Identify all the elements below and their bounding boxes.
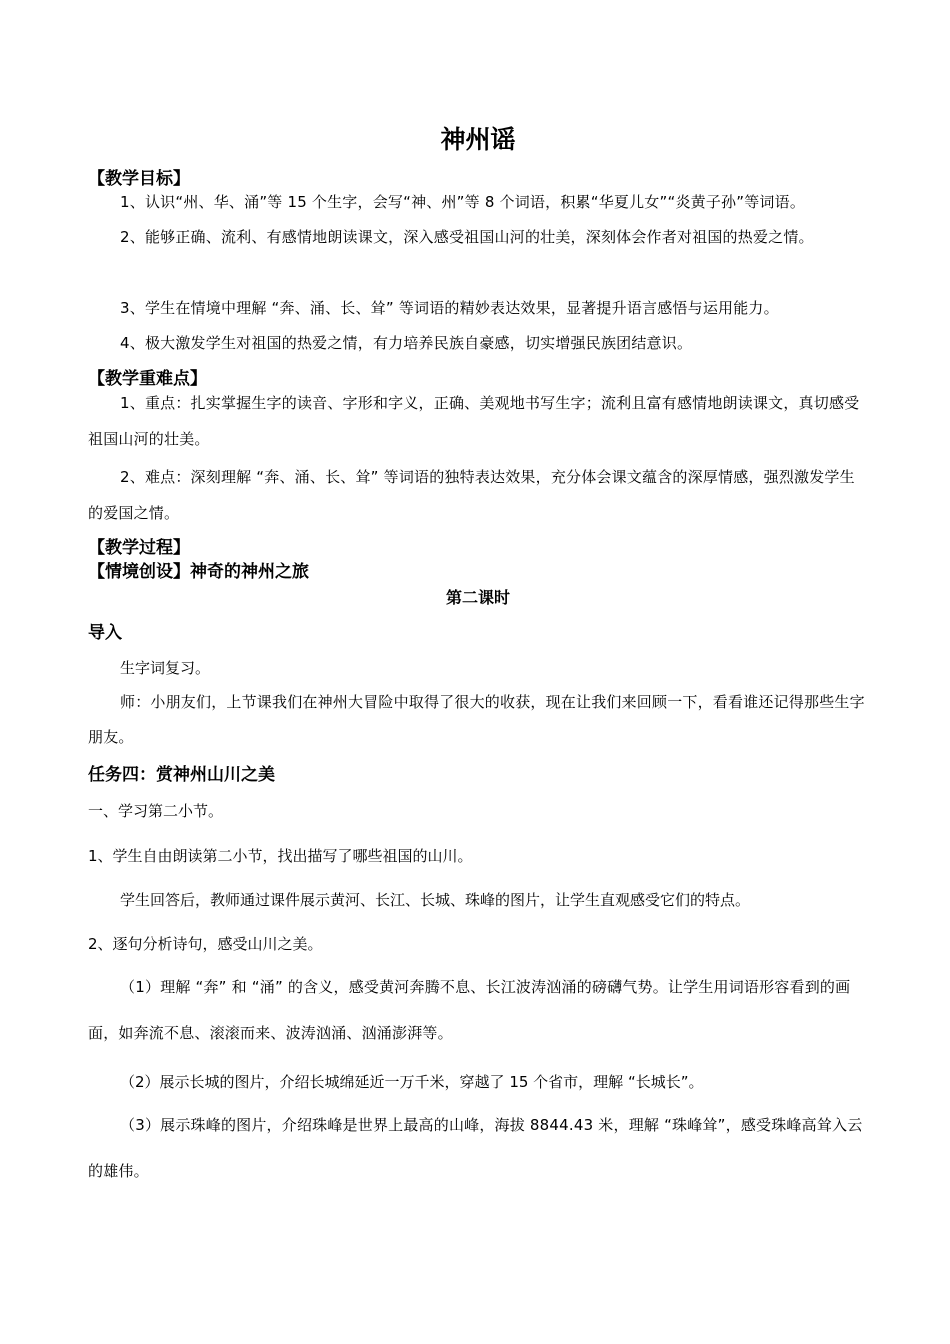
step-one-detail: 学生回答后，教师通过课件展示黄河、长江、长城、珠峰的图片，让学生直观感受它们的特点。 [120,891,751,909]
key-point-item-1: 1、重点：扎实掌握生字的读音、字形和字义，正确、美观地书写生字；流利且富有感情地朗读课文，真切感受祖国山河的壮美。 [88,394,860,448]
objectives-heading: 【教学目标】 [88,169,190,189]
section-one: 一、学习第二小节。 [88,802,224,820]
objective-item-4: 4、极大激发学生对祖国的热爱之情，有力培养民族自豪感，切实增强民族团结意识。 [120,334,693,352]
intro-heading: 导入 [88,623,122,643]
process-heading: 【教学过程】 [88,538,190,558]
sub-item-2: （2）展示长城的图片，介绍长城绵延近一万千米，穿越了 15 个省市，理解 “长城长”。 [120,1073,704,1091]
lesson-heading: 第二课时 [445,588,510,607]
objective-item-3: 3、学生在情境中理解 “奔、涌、长、耸” 等词语的精妙表达效果，显著提升语言感悟与运用能力。 [120,299,779,317]
task-heading: 任务四：赏神州山川之美 [88,765,275,785]
key-point-item-2: 2、难点：深刻理解 “奔、涌、长、耸” 等词语的独特表达效果，充分体会课文蕴含的深厚情感，强烈激发学生的爱国之情。 [88,468,855,522]
objective-item-1: 1、认识“州、华、涌”等 15 个生字，会写“神、州”等 8 个词语，积累“华夏儿女”“炎黄子孙”等词语。 [120,193,806,211]
sub-item-1: （1）理解 “奔” 和 “涌” 的含义，感受黄河奔腾不息、长江波涛汹涌的磅礴气势。让学生用词语形容看到的画面，如奔流不息、滚滚而来、波涛汹涌、汹涌澎湃等。 [88,978,851,1042]
step-one: 1、学生自由朗读第二小节，找出描写了哪些祖国的山川。 [88,847,473,865]
scenario-heading: 【情境创设】神奇的神州之旅 [88,562,309,582]
step-two: 2、逐句分析诗句，感受山川之美。 [88,935,323,953]
intro-item-1: 生字词复习。 [120,659,211,677]
intro-item-2: 师：小朋友们，上节课我们在神州大冒险中取得了很大的收获，现在让我们来回顾一下，看看谁还记得那些生字朋友。 [88,693,865,746]
sub-item-3: （3）展示珠峰的图片，介绍珠峰是世界上最高的山峰，海拔 8844.43 米，理解 “珠峰耸”，感受珠峰高耸入云的雄伟。 [88,1116,863,1180]
key-points-heading: 【教学重难点】 [88,369,207,389]
objective-item-2: 2、能够正确、流利、有感情地朗读课文，深入感受祖国山河的壮美，深刻体会作者对祖国的热爱之情。 [120,228,814,246]
page-title: 神州谣 [440,125,516,154]
